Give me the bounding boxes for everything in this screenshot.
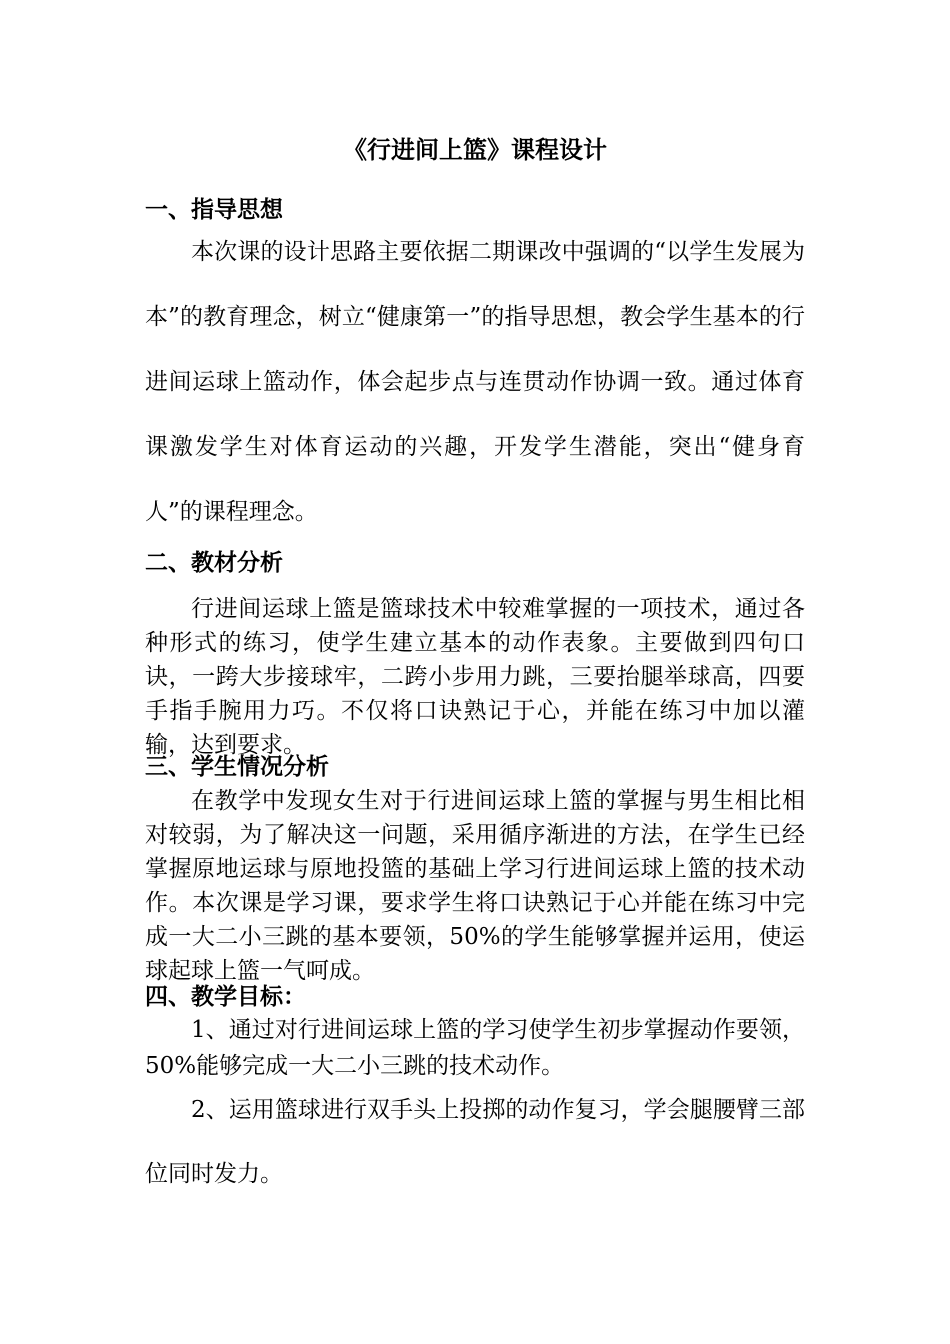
section-heading-student-analysis: 三、学生情况分析: [145, 754, 329, 780]
section-heading-material-analysis: 二、教材分析: [145, 550, 283, 576]
section-paragraph-guiding-ideology: 本次课的设计思路主要依据二期课改中强调的“以学生发展为本”的教育理念，树立“健康第一”的指导思想，教会学生基本的行进间运球上篮动作，体会起步点与连贯动作协调一致。通过体育课激发学生对体育运动的兴趣，开发学生潜能，突出“健身育人”的课程理念。: [145, 239, 805, 525]
section-paragraph-student-analysis: 在教学中发现女生对于行进间运球上篮的掌握与男生相比相对较弱，为了解决这一问题，采用循序渐进的方法，在学生已经掌握原地运球与原地投篮的基础上学习行进间运球上篮的技术动作。本次课是学习课，要求学生将口诀熟记于心并能在练习中完成一大二小三跳的基本要领，50%的学生能够掌握并运用，使运球起球上篮一气呵成。: [145, 788, 805, 984]
section-paragraph-material-analysis: 行进间运球上篮是篮球技术中较难掌握的一项技术，通过各种形式的练习，使学生建立基本的动作表象。主要做到四句口诀，一跨大步接球牢，二跨小步用力跳，三要抬腿举球高，四要手指手腕用力巧。不仅将口诀熟记于心，并能在练习中加以灌输，达到要求。: [145, 596, 805, 758]
document-title: 《行进间上篮》课程设计: [343, 136, 607, 164]
section-heading-guiding-ideology: 一、指导思想: [145, 197, 283, 223]
teaching-goal-1: 1、通过对行进间运球上篮的学习使学生初步掌握动作要领，50%能够完成一大二小三跳的技术动作。: [145, 1017, 805, 1079]
teaching-goal-2: 2、运用篮球进行双手头上投掷的动作复习，学会腿腰臂三部位同时发力。: [145, 1097, 805, 1187]
section-heading-teaching-goals: 四、教学目标：: [145, 984, 306, 1010]
